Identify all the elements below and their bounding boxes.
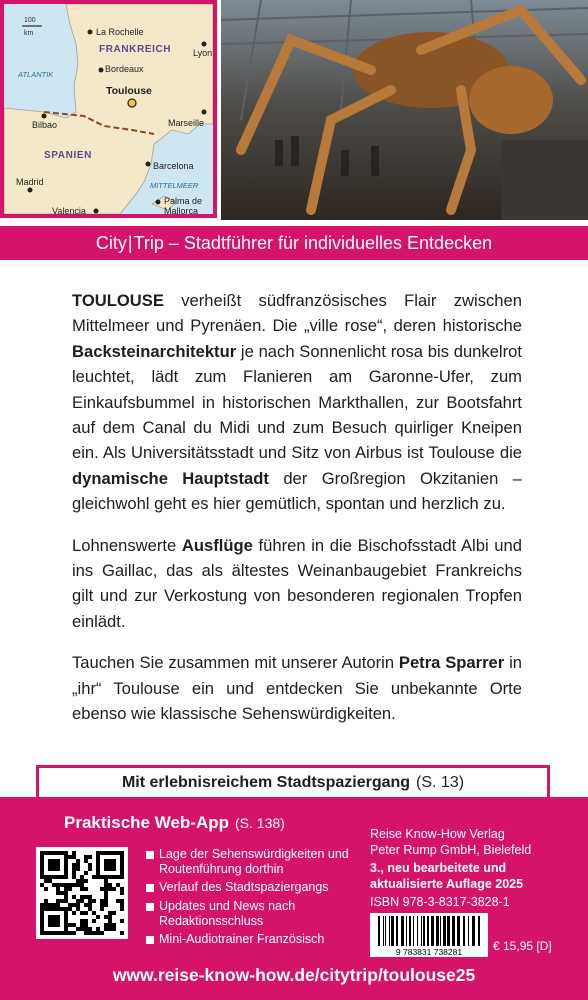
- publisher-name: Reise Know-How Verlag: [370, 827, 505, 841]
- map-label-spain: SPANIEN: [44, 150, 92, 161]
- blurb-author: Petra Sparrer: [398, 653, 505, 673]
- map-label-mediterranean: MITTELMEER: [150, 181, 199, 190]
- publisher-info: [370, 827, 580, 858]
- feature-item: Verlauf des Stadtspaziergangs: [146, 880, 356, 895]
- barcode: [370, 913, 488, 957]
- city-dot-bordeaux: [99, 68, 104, 73]
- web-app-heading: [64, 813, 285, 833]
- brand-trip: Trip: [133, 232, 164, 253]
- city-dot-la-rochelle: [88, 30, 93, 35]
- edition-line-2: aktualisierte Auflage 2025: [370, 876, 524, 891]
- city-label-marseille: Marseille: [168, 118, 205, 128]
- city-dot-bilbao: [42, 114, 47, 119]
- city-dot-toulouse: [128, 99, 136, 107]
- map-scale-value: 100: [24, 17, 36, 24]
- walking-tour-callout: [36, 765, 550, 797]
- city-dot-palma: [156, 200, 161, 205]
- blurb-highlight: Backsteinarchitektur: [72, 341, 237, 361]
- publisher-company: Peter Rump GmbH, Bielefeld: [370, 842, 532, 857]
- feature-item: Mini-Audiotrainer Französisch: [146, 932, 356, 947]
- city-dot-valencia: [94, 209, 99, 214]
- city-label-mallorca: Mallorca: [164, 206, 199, 214]
- barcode-graphic: [370, 913, 488, 957]
- city-label-palma: Palma de: [164, 196, 203, 206]
- map-graphic: [4, 4, 213, 214]
- blurb-text: in „ihr“ Toulouse ein und entdecken Sie unbekannte Orte ebenso wie klassische Sehenswürdigkeiten.: [72, 653, 522, 724]
- barcode-bars: [378, 916, 480, 946]
- web-app-features: [146, 847, 356, 950]
- feature-item: Updates und News nach Redaktionsschluss: [146, 899, 356, 929]
- web-app-page: (S. 138): [235, 815, 285, 831]
- blurb-text: führen in die Bischofsstadt Albi und ins Gaillac, das als ältestes Weinanbaugebiet Frankreichs gilt und zur Verkostung von besonderen regionalen Tropfen einlädt.: [72, 535, 522, 631]
- city-label-bilbao: Bilbao: [32, 120, 58, 130]
- city-label-valencia: Valencia: [52, 206, 86, 214]
- blurb-text: verheißt südfranzösisches Flair zwischen Mittelmeer und Pyrenäen. Die „ville rose“, deren historische: [72, 291, 522, 336]
- location-map: [0, 0, 217, 218]
- photo-mechanical-spider: [221, 0, 588, 220]
- city-label-barcelona: Barcelona: [153, 161, 194, 171]
- web-app-label: Praktische Web-App: [64, 813, 230, 832]
- cover-top: [0, 0, 588, 226]
- map-scale-unit: km: [24, 30, 34, 37]
- blurb-highlight: dynamische Hauptstadt: [72, 468, 269, 488]
- blurb-text: je nach Sonnenlicht rosa bis dunkelrot leuchtet, lädt zum Flanieren am Garonne-Ufer, zum Einkaufsbummel in historischen Markthallen, zur Bootsfahrt auf dem Canal du Midi und zum Besuch quirliger Kneipen ein. Als Universitätsstadt und Sitz von Airbus ist Toulouse die: [72, 341, 522, 463]
- blurb-text: Lohnenswerte: [72, 535, 182, 555]
- city-dot-madrid: [28, 188, 33, 193]
- map-label-atlantic: ATLANTIK: [18, 70, 54, 79]
- city-label-la-rochelle: La Rochelle: [96, 27, 144, 37]
- qr-code-graphic: [36, 847, 128, 939]
- edition-info: [370, 861, 580, 892]
- blurb-paragraph-1: [72, 288, 522, 517]
- blurb-text: der Großregion Okzitanien – gleichwohl geht es hier gemütlich, spontan und herzlich zu.: [72, 468, 522, 514]
- city-label-toulouse: Toulouse: [106, 85, 152, 97]
- isbn: ISBN 978-3-8317-3828-1: [370, 895, 510, 909]
- blurb-paragraph-3: [72, 650, 522, 726]
- series-tagline: – Stadtführer für individuelles Entdecken: [163, 232, 493, 253]
- qr-code: [36, 847, 128, 939]
- cover-photo: [221, 0, 588, 220]
- blurb-highlight: Ausflüge: [181, 535, 253, 555]
- city-dot-marseille: [202, 110, 207, 115]
- price: € 15,95 [D]: [493, 939, 552, 953]
- feature-item: Lage der Sehenswürdigkeiten und Routenführung dorthin: [146, 847, 356, 877]
- brand-separator: |: [127, 232, 133, 253]
- blurb-text: Tauchen Sie zusammen mit unserer Autorin: [72, 653, 399, 673]
- back-footer: [0, 797, 588, 1000]
- blurb-city-name: TOULOUSE: [72, 291, 164, 310]
- city-label-bordeaux: Bordeaux: [105, 64, 144, 74]
- city-label-lyon: Lyon: [193, 48, 213, 58]
- website-url[interactable]: www.reise-know-how.de/citytrip/toulouse25: [112, 965, 476, 985]
- city-label-madrid: Madrid: [16, 177, 44, 187]
- walking-tour-page: (S. 13): [416, 773, 465, 791]
- edition-line-1: 3., neu bearbeitete und: [370, 861, 507, 875]
- photo-machinery: [501, 140, 588, 220]
- map-label-france: FRANKREICH: [99, 44, 172, 55]
- blurb-paragraph-2: [72, 533, 522, 635]
- city-dot-lyon: [202, 42, 207, 47]
- brand-city: City: [95, 232, 127, 253]
- photo-spider-head: [469, 66, 553, 134]
- blurb: [72, 288, 522, 743]
- series-banner: [0, 226, 588, 260]
- barcode-number: 9 783831 738281: [395, 947, 463, 957]
- walking-tour-label: Mit erlebnisreichem Stadtspaziergang: [121, 773, 411, 791]
- city-dot-barcelona: [146, 162, 151, 167]
